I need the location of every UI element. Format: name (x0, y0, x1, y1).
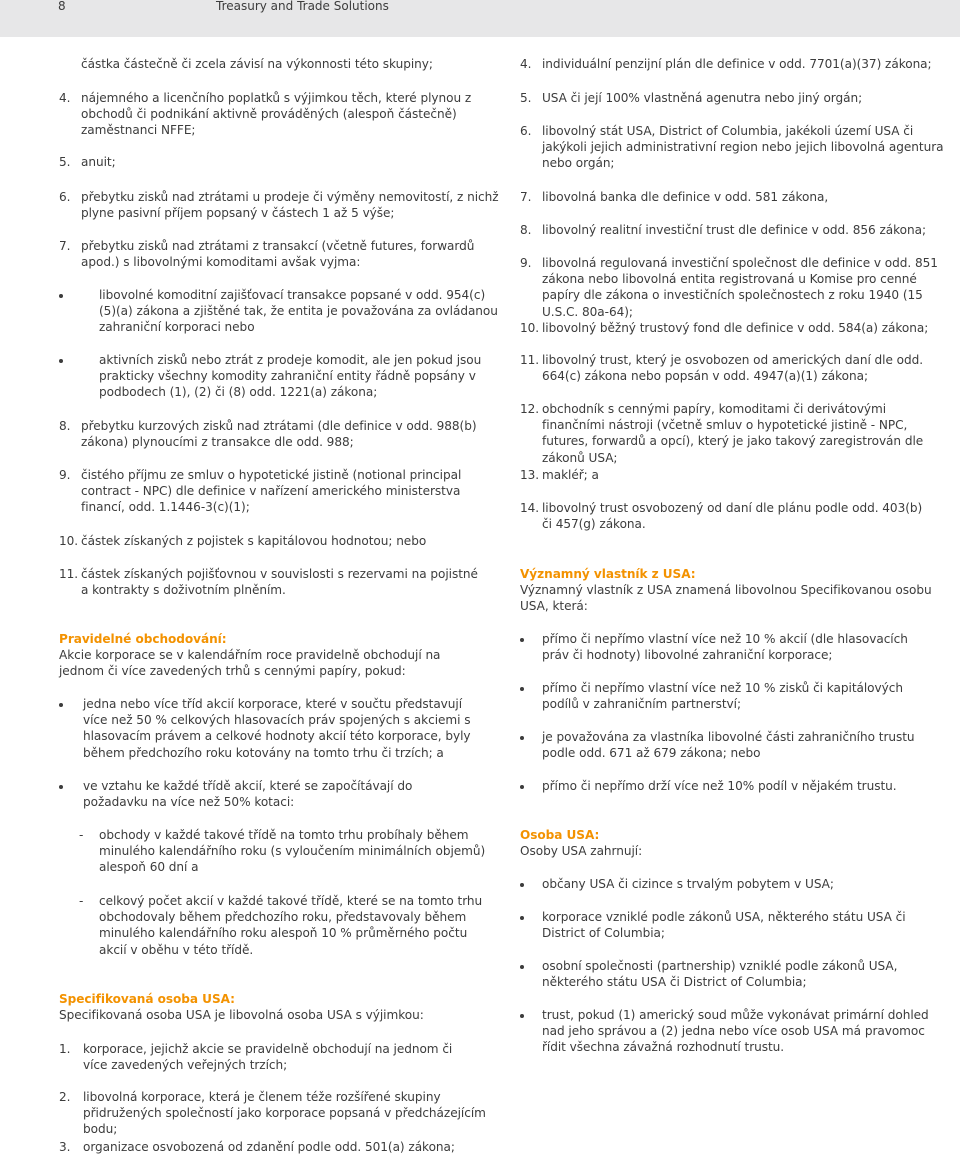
item-text: libovolná korporace, která je členem téže rozšířené skupiny přidružených společností jako korporace popsaná v předcházejícím bodu; (83, 1090, 486, 1137)
item-number: 13. (520, 468, 540, 482)
item-text: libovolná banka dle definice v odd. 581 zákona, (542, 190, 829, 204)
item-text: libovolný stát USA, District of Columbia, jakékoli území USA či jakýkoli jejich administrativní region nebo jejich libovolná agentura nebo orgán; (542, 124, 944, 171)
dash-marker: - (79, 828, 84, 842)
item-text: USA či její 100% vlastněná agenutra nebo jiný orgán; (542, 91, 863, 105)
section-heading: Pravidelné obchodování: (59, 632, 227, 646)
item-number: 11. (59, 567, 79, 581)
item-text: korporace, jejichž akcie se pravidelně obchodují na jednom či více zavedených veřejných trzích; (83, 1042, 453, 1073)
item-number: 3. (59, 1140, 71, 1154)
dash-text: obchody v každé takové třídě na tomto trhu probíhaly během minulého kalendářního roku (s vyloučením minimálních objemů) alespoň 60 dní a (99, 828, 486, 875)
section-text: Významný vlastník z USA znamená libovolnou Specifikovanou osobu USA, která: (520, 583, 932, 614)
item-number: 6. (520, 124, 532, 138)
item-number: 7. (59, 239, 71, 253)
item-text: přebytku zisků nad ztrátami u prodeje či výměny nemovitostí, z nichž plyne pasivní příjem popsaný v částech 1 až 5 výše; (81, 190, 499, 221)
section-heading: Osoba USA: (520, 828, 600, 842)
section-heading: Specifikovaná osoba USA: (59, 992, 235, 1006)
page-number: 8 (58, 0, 66, 13)
item-text: individuální penzijní plán dle definice v odd. 7701(a)(37) zákona; (542, 57, 932, 71)
bullet-text: jedna nebo více tříd akcií korporace, které v součtu představují více než 50 % celkových hlasovacích práv spojených s akciemi s hlasovacím právem a celkové hodnoty akcií této korporace, byly během předchozího roku kotovány na tomto trhu či trzích; a (83, 697, 471, 760)
item-text: libovolný běžný trustový fond dle definice v odd. 584(a) zákona; (542, 321, 929, 335)
section-text: Akcie korporace se v kalendářním roce pravidelně obchodují na jednom či více zavedených trhů s cennými papíry, pokud: (59, 648, 441, 679)
item-text: obchodník s cennými papíry, komoditami či derivátovými finančními nástroji (včetně smluv o hypotetické jistině - NPC, futures, forwardů a opcí), který je jako takový zaregistrován dle zákonů USA; (542, 402, 924, 465)
bullet-text: je považována za vlastníka libovolné části zahraničního trustu podle odd. 671 až 679 zákona; nebo (542, 730, 915, 761)
bullet-text: libovolné komoditní zajišťovací transakce popsané v odd. 954(c) (5)(a) zákona a zjištěné tak, že entita je považována za ovládanou zahraniční korporaci nebo (99, 288, 498, 335)
item-number: 9. (520, 256, 532, 270)
bullet-text: přímo či nepřímo vlastní více než 10 % zisků či kapitálových podílů v zahraničním partnerství; (542, 681, 903, 712)
item-number: 2. (59, 1090, 71, 1104)
item-number: 5. (59, 155, 71, 169)
item-number: 5. (520, 91, 532, 105)
item-text: částek získaných pojišťovnou v souvislosti s rezervami na pojistné a kontrakty s doživotním plněním. (81, 567, 478, 598)
item-text: nájemného a licenčního poplatků s výjimkou těch, které plynou z obchodů či podnikání aktivně prováděných (alespoň částečně) zaměstnanci NFFE; (81, 91, 472, 138)
item-number: 6. (59, 190, 71, 204)
page-header (0, 0, 960, 37)
dash-marker: - (79, 894, 84, 908)
item-number: 4. (59, 91, 71, 105)
section-text: Osoby USA zahrnují: (520, 844, 643, 858)
bullet-text: trust, pokud (1) americký soud může vykonávat primární dohled nad jeho správou a (2) jedna nebo více osob USA má pravomoc řídit všechna závažná rozhodnutí trustu. (542, 1008, 929, 1055)
item-text: přebytku zisků nad ztrátami z transakcí (včetně futures, forwardů apod.) s libovolnými komoditami avšak vyjma: (81, 239, 475, 270)
item-text: makléř; a (542, 468, 599, 482)
item-number: 10. (59, 534, 79, 548)
bullet-text: přímo či nepřímo drží více než 10% podíl v nějakém trustu. (542, 779, 897, 793)
item-number: 11. (520, 353, 540, 367)
item-number: 8. (59, 419, 71, 433)
item-text: libovolný realitní investiční trust dle definice v odd. 856 zákona; (542, 223, 926, 237)
dash-text: celkový počet akcií v každé takové třídě, které se na tomto trhu obchodovaly během předchozího roku, představovaly během minulého kalendářního roku alespoň 10 % průměrného počtu akcií v oběhu v této třídě. (99, 894, 483, 957)
item-number: 8. (520, 223, 532, 237)
section-text: Specifikovaná osoba USA je libovolná osoba USA s výjimkou: (59, 1008, 424, 1022)
bullet-text: přímo či nepřímo vlastní více než 10 % akcií (dle hlasovacích práv či hodnoty) libovolné zahraniční korporace; (542, 632, 908, 663)
item-text: libovolná regulovaná investiční společnost dle definice v odd. 851 zákona nebo libovolná entita registrovaná u Komise pro cenné papíry dle zákona o investičních společnostech z roku 1940 (15 U.S.C. 80a-64); (542, 256, 938, 319)
item-text: organizace osvobozená od zdanění podle odd. 501(a) zákona; (83, 1140, 455, 1154)
item-text: přebytku kurzových zisků nad ztrátami (dle definice v odd. 988(b) zákona) plynoucími z transakce dle odd. 988; (81, 419, 477, 450)
item-text: čistého příjmu ze smluv o hypotetické jistině (notional principal contract - NPC) dle definice v nařízení amerického ministerstva financí, odd. 1.1446-3(c)(1); (81, 468, 462, 515)
item-number: 12. (520, 402, 540, 416)
bullet-text: aktivních zisků nebo ztrát z prodeje komodit, ale jen pokud jsou prakticky všechny komodity zahraniční entity řádně popsány v podbodech (1), (2) či (8) odd. 1221(a) zákona; (99, 353, 482, 400)
item-number: 1. (59, 1042, 71, 1056)
section-heading: Významný vlastník z USA: (520, 567, 696, 581)
bullet-text: občany USA či cizince s trvalým pobytem v USA; (542, 877, 834, 891)
item-text: libovolný trust, který je osvobozen od amerických daní dle odd. 664(c) zákona nebo popsán v odd. 4947(a)(1) zákona; (542, 353, 924, 384)
intro-text: částka částečně či zcela závisí na výkonnosti této skupiny; (81, 57, 433, 71)
item-text: anuit; (81, 155, 116, 169)
bullet-text: osobní společnosti (partnership) vzniklé podle zákonů USA, některého státu USA či District of Columbia; (542, 959, 898, 990)
item-number: 14. (520, 501, 540, 515)
item-number: 10. (520, 321, 540, 335)
item-number: 4. (520, 57, 532, 71)
bullet-text: ve vztahu ke každé třídě akcií, které se započítávají do požadavku na více než 50% kotaci: (83, 779, 413, 810)
item-number: 9. (59, 468, 71, 482)
bullet-text: korporace vzniklé podle zákonů USA, některého státu USA či District of Columbia; (542, 910, 906, 941)
item-number: 7. (520, 190, 532, 204)
item-text: libovolný trust osvobozený od daní dle plánu podle odd. 403(b) či 457(g) zákona. (542, 501, 923, 532)
header-title: Treasury and Trade Solutions (216, 0, 389, 13)
item-text: částek získaných z pojistek s kapitálovou hodnotou; nebo (81, 534, 427, 548)
